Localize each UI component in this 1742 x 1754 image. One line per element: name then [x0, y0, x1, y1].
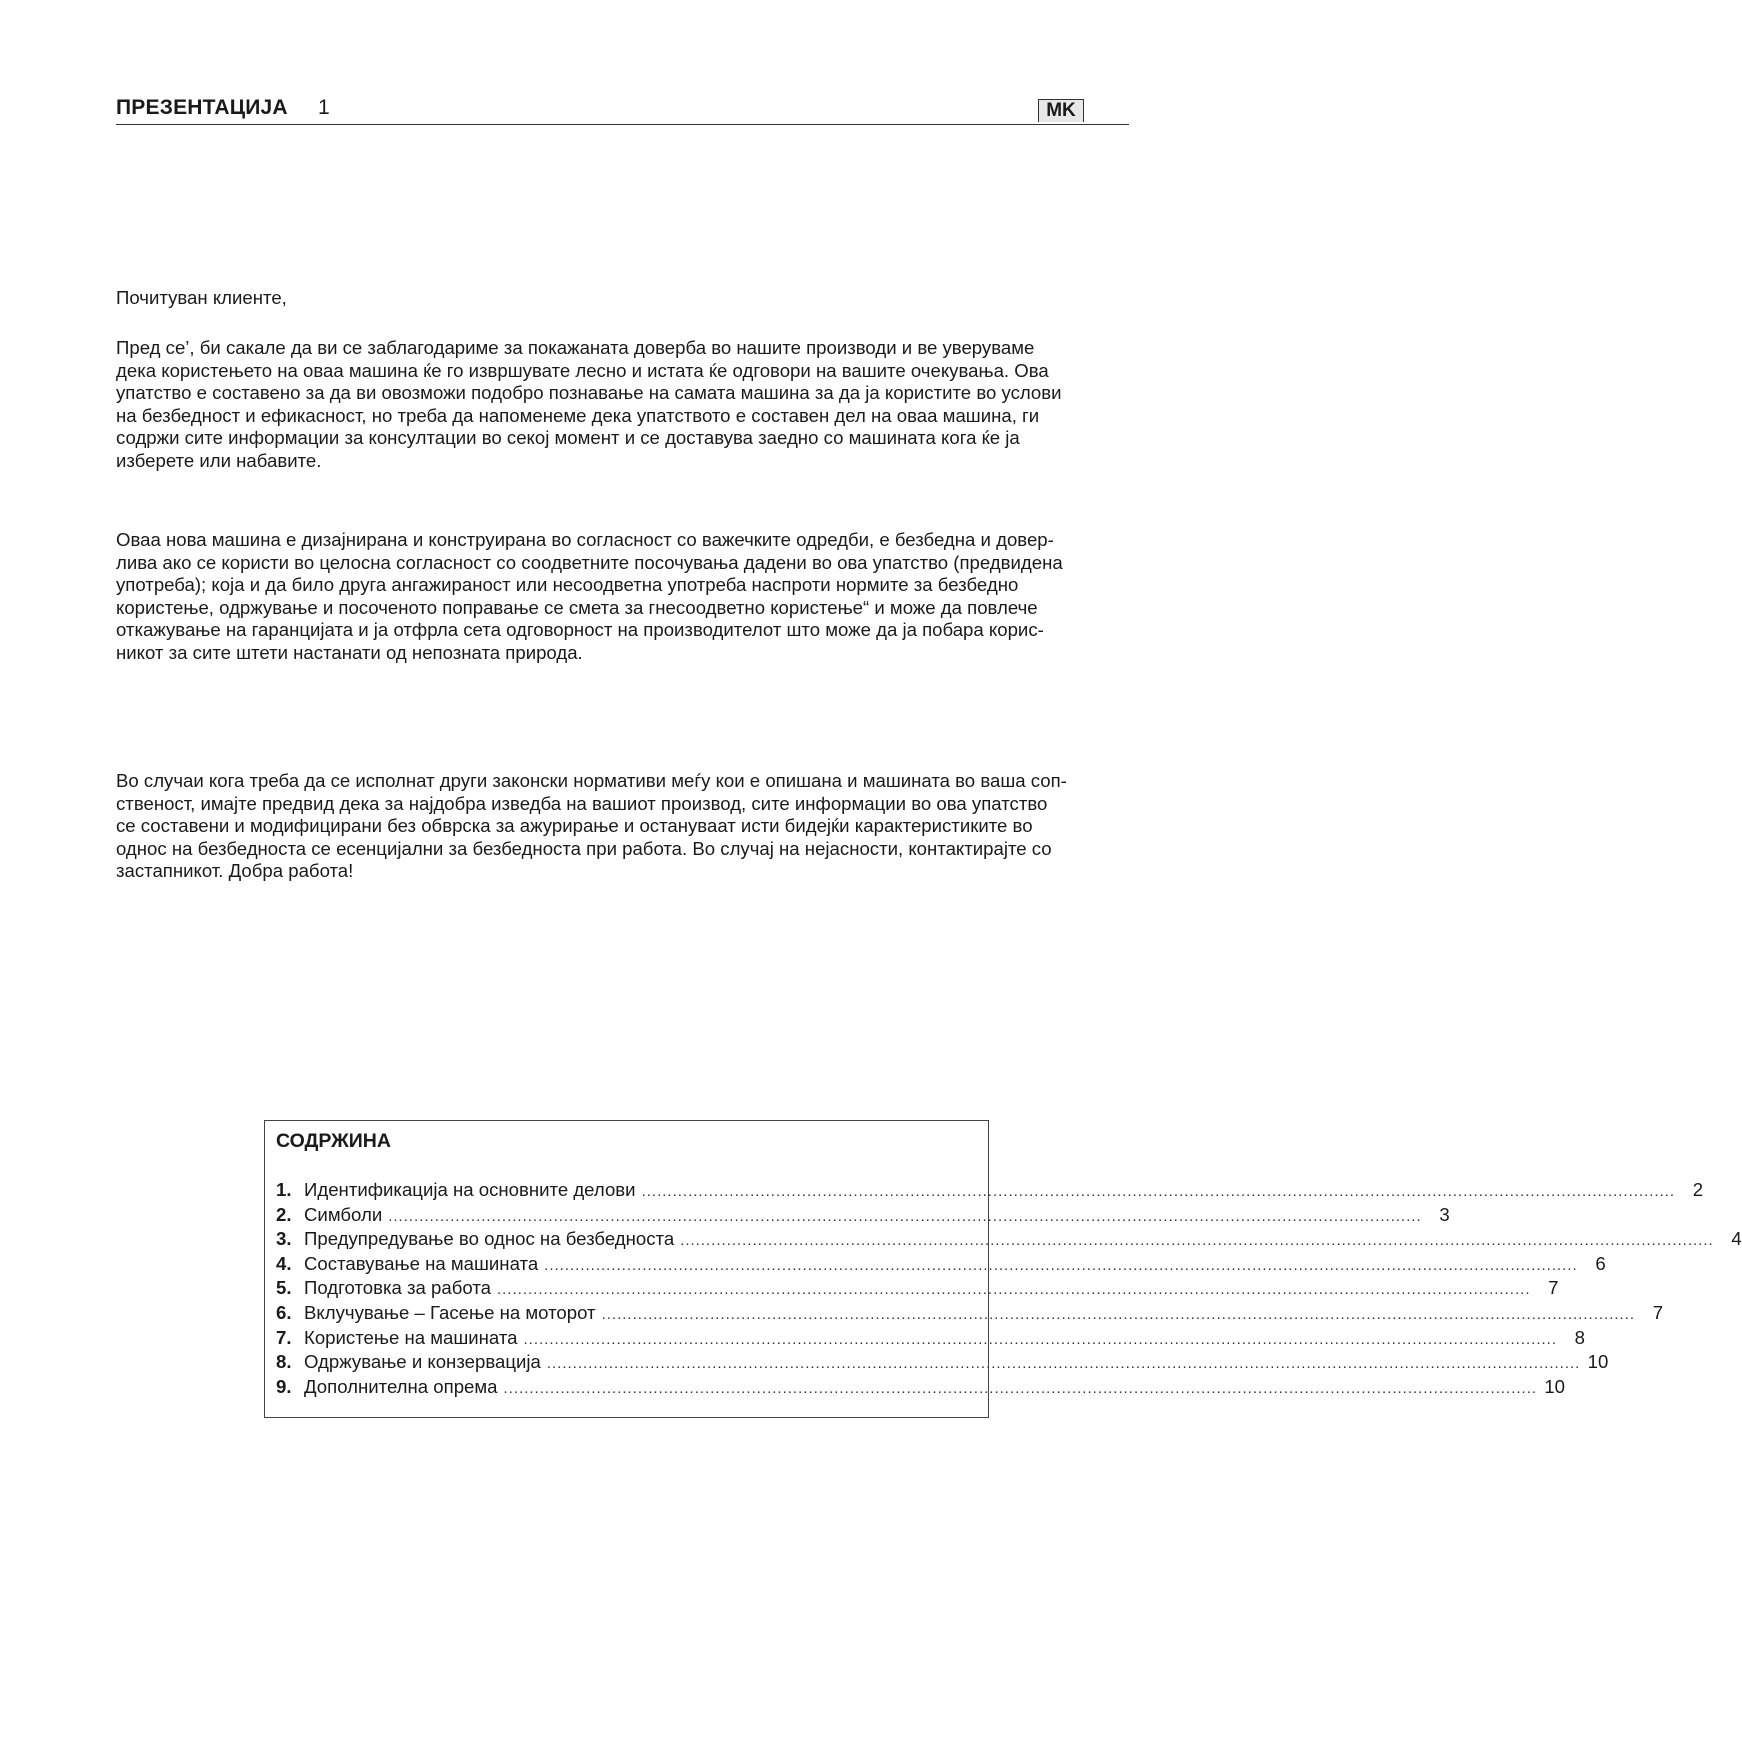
text-line: употреба); која и да било друга ангажираност или несоодветна употреба наспроти нормите за безбедно	[116, 574, 1019, 596]
text-line: содржи сите информации за консултации во секој момент и се доставува заедно со машината кога ќе ја	[116, 427, 1020, 449]
text-line: на безбедност и ефикасност, но треба да напоменеме дека упатството е составен дел на оваа машина, ги	[116, 404, 1040, 426]
toc-item[interactable]	[276, 1375, 1566, 1400]
toc-leader-dots: ........................................................................................................................................................................................................	[544, 1256, 1578, 1274]
toc-item[interactable]	[276, 1276, 1559, 1301]
toc-item[interactable]	[276, 1301, 1664, 1326]
section-title: ПРЕЗЕНТАЦИЈА	[116, 96, 288, 119]
toc-item-page: 10	[1587, 1351, 1609, 1373]
toc-item[interactable]	[276, 1326, 1586, 1351]
text-line: користење, одржување и посоченото поправање се смета за гнесоодветно користење“ и може да повлече	[116, 596, 1038, 618]
table-of-contents	[264, 1120, 1742, 1418]
text-line: дека користењето на оваа машина ќе го извршувате лесно и истата ќе одговори на вашите очекувања. Ова	[116, 359, 1049, 381]
toc-item-number: 1.	[276, 1179, 292, 1200]
intro-paragraph	[116, 337, 1136, 473]
toc-item[interactable]	[276, 1252, 1606, 1277]
toc-item-page: 2	[1692, 1179, 1704, 1200]
toc-item-label: Дополнителна опрема	[304, 1375, 498, 1397]
toc-leader-dots: ........................................................................................................................................................................................................	[546, 1355, 1581, 1373]
toc-item-page: 8	[1574, 1326, 1586, 1348]
toc-leader-dots: ........................................................................................................................................................................................................	[388, 1207, 1422, 1225]
greeting: Почитуван клиенте,	[116, 287, 287, 308]
toc-item-number: 5.	[276, 1277, 292, 1299]
toc-item[interactable]	[276, 1227, 1742, 1252]
toc-item-page: 6	[1595, 1252, 1606, 1274]
text-line: упатство е составено за да ви овозможи подобро познавање на самата машина за да ја користите во услови	[116, 382, 1062, 404]
toc-item-page: 10	[1544, 1375, 1566, 1397]
toc-item-page: 4	[1731, 1228, 1742, 1250]
toc-item-number: 7.	[276, 1326, 292, 1348]
text-line: Оваа нова машина е дизајнирана и конструирана во согласност со важечките одредби, е безбедна и довер-	[116, 529, 1054, 550]
toc-list	[276, 1178, 1742, 1399]
toc-leader-dots: ........................................................................................................................................................................................................	[523, 1330, 1558, 1348]
text-line: откажување на гаранцијата и ја отфрла сета одговорност на производителот што може да ја побара корис-	[116, 619, 1044, 641]
toc-item-label: Подготовка за работа	[304, 1277, 491, 1299]
legal-paragraph	[116, 770, 1136, 883]
toc-item-label: Составување на машината	[304, 1252, 539, 1274]
toc-leader-dots: ........................................................................................................................................................................................................	[680, 1232, 1714, 1250]
toc-item[interactable]	[276, 1350, 1609, 1375]
toc-item-label: Идентификација на основните делови	[304, 1179, 636, 1200]
text-line: Пред се’, би сакале да ви се заблагодариме за покажаната доверба во нашите производи и ве уверуваме	[116, 337, 1035, 358]
toc-item-label: Користење на машината	[304, 1326, 518, 1348]
page-header	[116, 94, 1129, 125]
toc-item-number: 2.	[276, 1203, 292, 1225]
toc-item-number: 9.	[276, 1375, 292, 1397]
text-line: ственост, имајте предвид дека за најдобра изведба на вашиот производ, сите информации во ова упатство	[116, 792, 1048, 814]
toc-item[interactable]	[276, 1178, 1704, 1203]
text-line: лива ако се користи во целосна согласност со соодветните посочувања дадени во ова упатство (предвидена	[116, 551, 1063, 573]
toc-item-label: Симболи	[304, 1203, 383, 1225]
toc-item-label: Предупредување во однос на безбедноста	[304, 1228, 675, 1250]
page-number: 1	[318, 96, 330, 119]
toc-title: СОДРЖИНА	[276, 1130, 391, 1152]
toc-leader-dots: ........................................................................................................................................................................................................	[503, 1379, 1538, 1397]
toc-item-number: 6.	[276, 1301, 292, 1323]
text-line: однос на безбедноста се есенцијални за безбедноста при работа. Во случај на нејасности, контактирајте со	[116, 837, 1052, 859]
text-line: се составени и модифицирани без обврска за ажурирање и остануваат исти бидејќи карактеристиките во	[116, 815, 1033, 837]
toc-item-number: 8.	[276, 1351, 292, 1373]
text-line: никот за сите штети настанати од непозната природа.	[116, 641, 583, 663]
toc-item-page: 7	[1652, 1301, 1664, 1323]
text-line: изберете или набавите.	[116, 449, 322, 471]
toc-item[interactable]	[276, 1203, 1450, 1228]
toc-item-number: 4.	[276, 1252, 292, 1274]
text-line: застапникот. Добра работа!	[116, 860, 354, 882]
toc-leader-dots: ........................................................................................................................................................................................................	[641, 1183, 1676, 1200]
text-line: Во случаи кога треба да се исполнат други законски нормативи меѓу кои е опишана и машината во ваша соп-	[116, 770, 1067, 791]
toc-leader-dots: ........................................................................................................................................................................................................	[496, 1281, 1531, 1299]
toc-item-label: Вклучување – Гасење на моторот	[304, 1301, 596, 1323]
language-badge: MK	[1038, 99, 1084, 122]
safety-paragraph	[116, 529, 1136, 665]
toc-item-page: 3	[1439, 1203, 1450, 1225]
toc-leader-dots: ........................................................................................................................................................................................................	[601, 1305, 1636, 1323]
toc-item-label: Одржување и конзервација	[304, 1351, 541, 1373]
toc-item-number: 3.	[276, 1228, 292, 1250]
toc-item-page: 7	[1548, 1277, 1559, 1299]
